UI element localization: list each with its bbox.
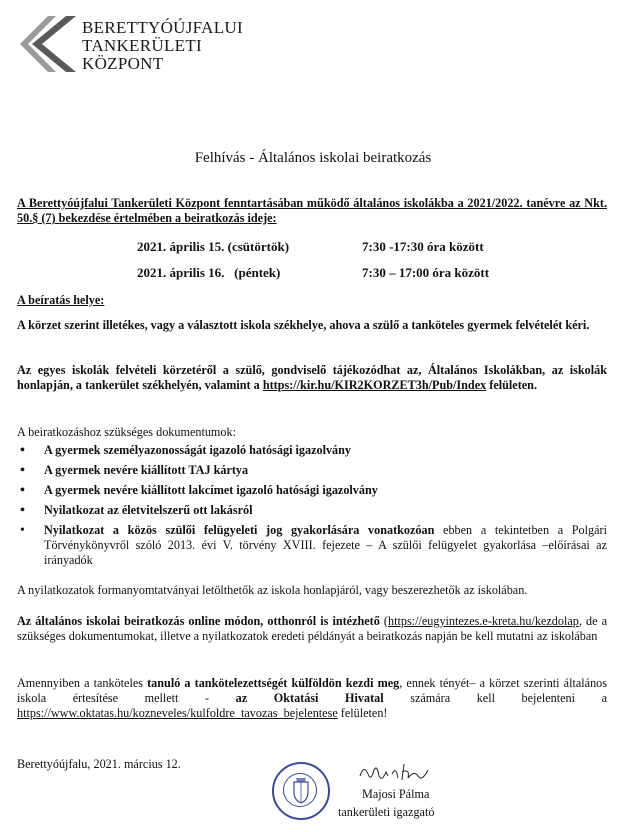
online-rest: , de a szükséges dokumentumokat, illetve a nyilatkozatok eredeti példányát a beiratkozás napján be kell mutatni az iskolában (17, 614, 608, 643)
place-date: Berettyóújfalu, 2021. március 12. (17, 757, 181, 771)
forms-paragraph: A nyilatkozatok formanyomtatványai letölthetők az iskola honlapjáról, vagy beszerezhetők az iskolában. (17, 583, 528, 597)
place-heading: A beíratás helye: (17, 293, 105, 307)
abroad-text-3: számára kell bejelenteni a (383, 691, 607, 705)
signer-role: tankerületi igazgató (338, 805, 435, 819)
abroad-bold-2: az Oktatási Hivatal (235, 691, 384, 705)
intro-paragraph: A Berettyóújfalui Tankerületi Központ fenntartásában működő általános iskolákba a 2021/2022. tanévre az Nkt. 50.§ (7) bekezdése értelmében a beiratkozás ideje: (17, 196, 607, 225)
list-item: • A gyermek nevére kiállított lakcímet igazoló hatósági igazolvány (17, 483, 607, 498)
info-text-end: felületen. (486, 378, 537, 392)
logo-line-3: KÖZPONT (82, 54, 164, 73)
oktatas-link[interactable]: https://www.oktatas.hu/kozneveles/kulfoldre_tavozas_bejelentese (17, 706, 338, 720)
online-paragraph: Az általános iskolai beiratkozás online módon, otthonról is intézhető (https://eugyintezes.e-kreta.hu/kezdolap, de a szükséges dokumentumokat, illetve a nyilatkozatok eredeti példányát a beiratkozás napján be kell mutatni az iskolában (17, 614, 608, 643)
doc-last-bold: Nyilatkozat a közös szülői felügyeleti jog gyakorlására vonatkozóan (44, 523, 435, 537)
signature-icon (358, 760, 438, 786)
logo-line-1: BERETTYÓÚJFALUI (82, 18, 243, 37)
abroad-bold-1: tanuló a tankötelezettségét külföldön kezdi meg (147, 676, 400, 690)
document-title: Felhívás - Általános iskolai beiratkozás (194, 150, 432, 166)
logo-line-2: TANKERÜLETI (82, 36, 202, 55)
schedule-date-2: 2021. április 16. (péntek) (137, 265, 281, 280)
kir-link[interactable]: https://kir.hu/KIR2KORZET3h/Pub/Index (262, 378, 487, 392)
list-item (17, 523, 607, 568)
schedule-date-1: 2021. április 15. (csütörtök) (137, 239, 290, 254)
abroad-paragraph (17, 676, 607, 721)
list-item: • A gyermek személyazonosságát igazoló hatósági igazolvány (17, 443, 607, 458)
abroad-text-4: felületen! (337, 706, 388, 720)
doc-last-rest: ebben a tekintetben a Polgári Törvénykönyvről szóló 2013. évi V. törvény XVIII. fejezete – A szülői felügyelet gyakorlása –előírásai az irányadók (44, 523, 607, 567)
info-paragraph (17, 363, 607, 393)
online-bold: Az általános iskolai beiratkozás online módon, otthonról is intézhető (17, 614, 380, 628)
ekreta-link[interactable]: https://eugyintezes.e-kreta.hu/kezdolap (387, 614, 579, 628)
coat-of-arms-icon (274, 764, 328, 818)
official-seal (272, 762, 330, 820)
signature (358, 760, 438, 786)
abroad-text-1: Amennyiben a tanköteles (17, 676, 148, 690)
signer-name: Majosi Pálma (362, 787, 430, 801)
schedule-time-1: 7:30 -17:30 óra között (362, 239, 484, 254)
info-text: Az egyes iskolák felvételi körzetéről a szülő, gondviselő tájékozódhat az, Általános Iskolákban, az iskolák honlapján, a tankerület székhelyén, valamint a (17, 363, 607, 392)
docs-heading: A beiratkozáshoz szükséges dokumentumok: (17, 425, 236, 439)
place-paragraph: A körzet szerint illetékes, vagy a választott iskola székhelye, ahova a szülő a tanköteles gyermek felvételét kéri. (17, 318, 590, 332)
schedule-time-2: 7:30 – 17:00 óra között (362, 265, 490, 280)
list-item: • Nyilatkozat az életvitelszerű ott lakásról (17, 503, 607, 518)
abroad-text-2: , ennek tényét– a körzet szerinti általános iskola értesítése mellett - (17, 676, 608, 705)
logo-chevron-icon (18, 14, 80, 74)
list-item: • A gyermek nevére kiállított TAJ kártya (17, 463, 607, 478)
docs-list (17, 443, 607, 573)
logo (18, 14, 80, 74)
